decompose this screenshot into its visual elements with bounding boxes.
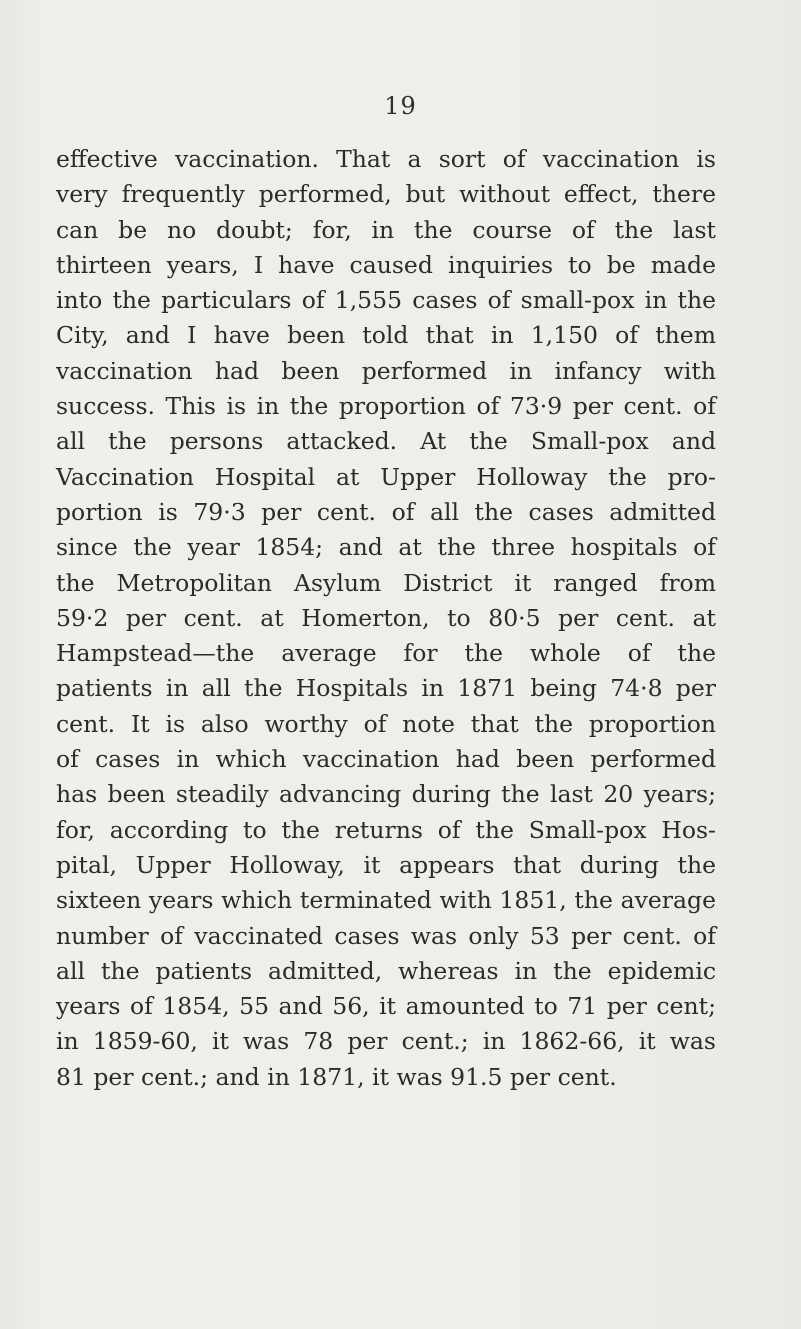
text-line: has been steadily advancing during the last 20 years;	[56, 780, 716, 809]
text-line: can be no doubt; for, in the course of the last	[56, 215, 716, 244]
text-line: pital, Upper Holloway, it appears that during the	[56, 850, 716, 879]
text-line: number of vaccinated cases was only 53 per cent. of	[56, 921, 716, 950]
text-line: vaccination had been performed in infancy with	[56, 356, 716, 385]
text-line: very frequently performed, but without effect, there	[56, 180, 716, 209]
text-line: into the particulars of 1,555 cases of small-pox in the	[56, 286, 716, 315]
text-line: Hampstead—the average for the whole of the	[56, 639, 716, 668]
text-line: years of 1854, 55 and 56, it amounted to 71 per cent;	[56, 992, 716, 1021]
text-line: in 1859-60, it was 78 per cent.; in 1862-66, it was	[56, 1027, 716, 1056]
text-line: 81 per cent.; and in 1871, it was 91.5 per cent.	[56, 1062, 617, 1091]
text-line: thirteen years, I have caused inquiries to be made	[56, 250, 716, 279]
text-line: sixteen years which terminated with 1851, the average	[56, 886, 716, 915]
text-line: 59·2 per cent. at Homerton, to 80·5 per cent. at	[56, 603, 716, 632]
body-paragraph	[56, 142, 716, 1095]
text-line: patients in all the Hospitals in 1871 being 74·8 per	[56, 674, 716, 703]
text-line: the Metropolitan Asylum District it ranged from	[56, 568, 716, 597]
text-line: effective vaccination. That a sort of vaccination is	[56, 145, 716, 173]
text-line: City, and I have been told that in 1,150 of them	[56, 321, 716, 350]
text-line: for, according to the returns of the Small-pox Hos-	[56, 815, 716, 844]
text-line: cent. It is also worthy of note that the proportion	[56, 709, 716, 738]
text-line: all the patients admitted, whereas in the epidemic	[56, 956, 716, 985]
text-line: since the year 1854; and at the three hospitals of	[56, 533, 716, 562]
text-line: success. This is in the proportion of 73·9 per cent. of	[56, 392, 716, 421]
text-line: Vaccination Hospital at Upper Holloway the pro-	[56, 462, 716, 491]
text-line: portion is 79·3 per cent. of all the cases admitted	[56, 497, 716, 526]
page-number: 19	[384, 92, 417, 120]
text-line: of cases in which vaccination had been performed	[56, 745, 716, 774]
text-line: all the persons attacked. At the Small-pox and	[56, 427, 716, 456]
